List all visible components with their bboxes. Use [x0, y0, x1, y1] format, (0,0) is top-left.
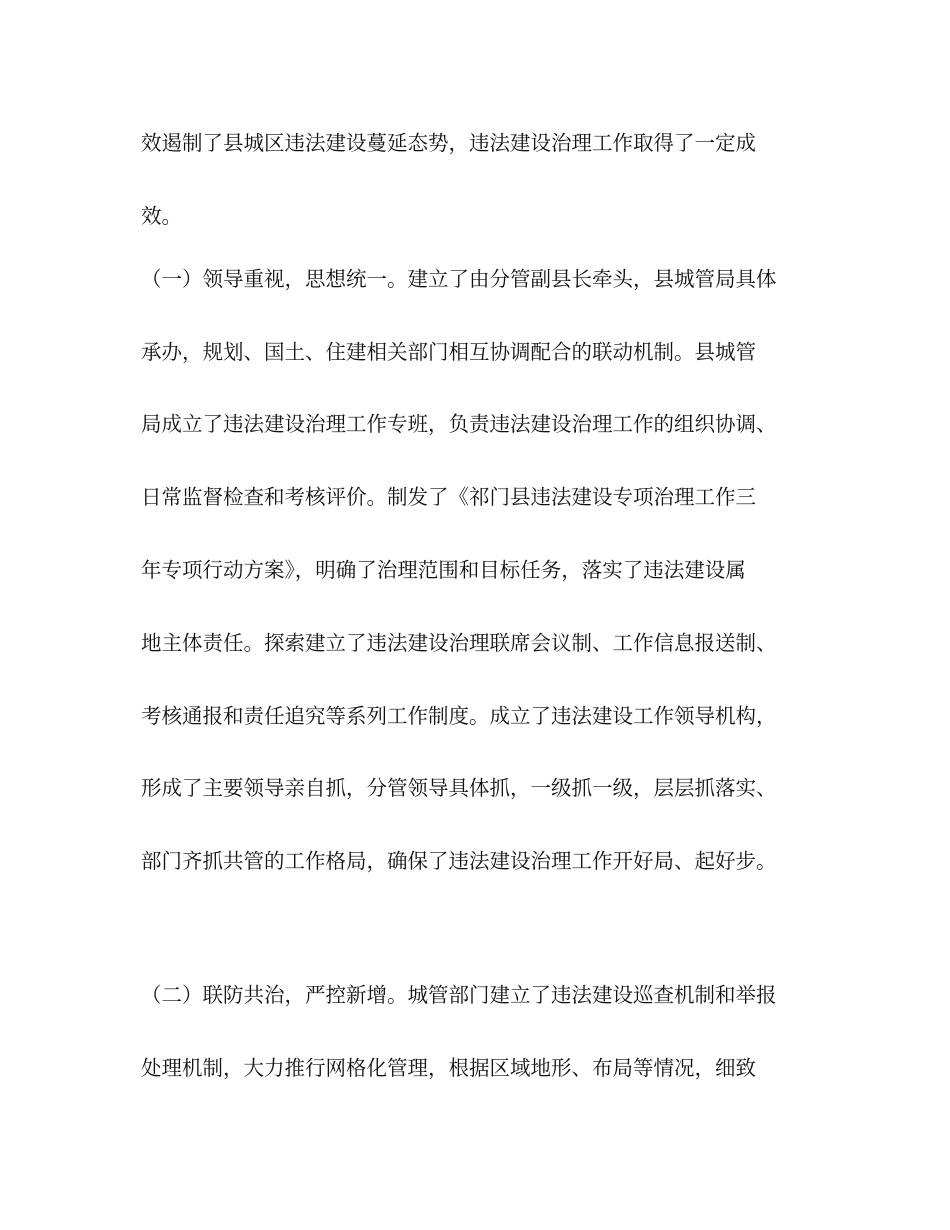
paragraph-heading-1: （一）领导重视，思想统一。建立了由分管副县长牵头，县城管局具体: [141, 267, 777, 291]
text-line: 部门齐抓共管的工作格局，确保了违法建设治理工作开好局、起好步。: [141, 849, 777, 873]
text-line: 效。: [141, 204, 182, 228]
text-line: 效遏制了县城区违法建设蔓延态势，违法建设治理工作取得了一定成: [141, 131, 756, 155]
text-line: 处理机制，大力推行网格化管理，根据区域地形、布局等情况，细致: [141, 1056, 756, 1080]
text-line: 承办，规划、国土、住建相关部门相互协调配合的联动机制。县城管: [141, 340, 756, 364]
text-line: 年专项行动方案》，明确了治理范围和目标任务，落实了违法建设属: [141, 558, 746, 582]
text-line: 局成立了违法建设治理工作专班，负责违法建设治理工作的组织协调、: [141, 412, 777, 436]
paragraph-heading-2: （二）联防共治，严控新增。城管部门建立了违法建设巡查机制和举报: [141, 983, 777, 1007]
text-line: 地主体责任。探索建立了违法建设治理联席会议制、工作信息报送制、: [141, 631, 777, 655]
text-line: 形成了主要领导亲自抓，分管领导具体抓，一级抓一级，层层抓落实、: [141, 776, 777, 800]
text-line: 考核通报和责任追究等系列工作制度。成立了违法建设工作领导机构，: [141, 704, 777, 728]
text-line: 日常监督检查和考核评价。制发了《祁门县违法建设专项治理工作三: [141, 485, 756, 509]
